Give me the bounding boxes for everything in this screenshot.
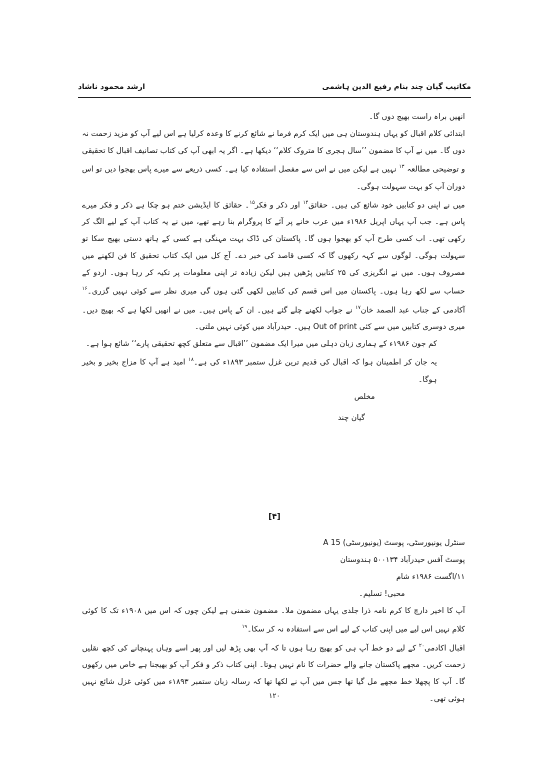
- footnote-marker: ۱۶: [82, 286, 88, 293]
- paragraph-3-text-b: اور ذکر و فکر: [254, 200, 301, 210]
- paragraph-2-text-b: نہیں ہے لیکن میں نے اس سے مفصل استفادہ کیا ہے۔ کسی ذریعے سے میرے پاس بھجوا دیں تو اس دوران آپ کو بہت سہولت ہوگی۔: [82, 164, 465, 191]
- paragraph-5-text: یہ جان کر اطمینان ہوا کہ اقبال کی قدیم ترین غزل ستمبر ۱۸۹۳ء کی ہے۔: [193, 357, 437, 367]
- paragraph-3-text: میں نے اپنی دو کتابیں خود شائع کی ہیں۔ حقائق: [308, 200, 466, 210]
- out-of-print-text: Out of print: [313, 322, 357, 332]
- footnote-marker: ۱۵: [249, 199, 255, 206]
- paragraph-3-text-d: آکادمی کے جناب عبد الصمد خان: [360, 305, 465, 315]
- header-title: مکاتیب گیان چند بنام رفیع الدین ہاشمی: [322, 82, 471, 91]
- footnote-marker: ۱۳: [399, 164, 405, 170]
- paragraph-3-text-c: ۔ حقائق کا ایڈیشن ختم ہو چکا ہے ذکر و فکر میرے پاس ہے۔ جب آپ یہاں اپریل ۱۹۸۶ء میں عرب خانے پر آئے کا پروگرام بنا رہے تھے، میں نے یہ کتاب آپ کے لیے الگ کر رکھی تھی۔ اب کسی طرح آپ کو بھجوا ہوں گا۔ پاکستان کی ڈاک بہت مہنگی ہے کسی کے ہاتھ دستی بھیج سکا تو سہولت ہوگی۔ لوگوں سے کہہ رکھوں گا کہ کسی قاصد کی خبر دے۔ آج کل میں ایک کتاب تحقیق کا فن لکھنے میں مصروف ہوں۔ میں نے انگریزی کی ۲۵ کتابیں پڑھیں ہیں لیکن زیادہ تر اپنی معلومات پر تکیہ کر رہا ہوں۔ اردو کے حساب سے لکھ رہا ہوں۔ پاکستان میں اس قسم کی کتابیں لکھی گئی ہوں گی میری نظر سے کوئی نہیں گزری۔: [82, 200, 466, 296]
- letter-2-paragraph-1-text: آپ کا اخیر دارچ کا کرم نامہ ذرا جلدی یہاں مضمون ملا۔ مضمون ضمنی ہے لیکن چوں کہ اس میں ۱۹۰۸ء تک کا کوئی کلام نہیں اس لیے میں اپنی کتاب کے لیے اس سے استفادہ نہ کر سکا۔: [82, 606, 465, 634]
- letter-number: [۴]: [268, 512, 281, 521]
- letter-2-paragraph-2-text: اقبال اکادمی: [424, 643, 465, 653]
- page-number: ۱۲۰: [268, 692, 281, 700]
- paragraph-2: [82, 125, 465, 195]
- letter-2-paragraph-1: [82, 602, 465, 638]
- paragraph-3: [82, 195, 465, 336]
- paragraph-1: انھیں براہ راست بھیج دوں گا۔: [368, 112, 465, 121]
- address-line-1: [82, 534, 465, 551]
- address-line-2: پوسٹ آفس حیدرآباد ۵۰۰۱۳۴ ہندوستان: [340, 555, 465, 564]
- paragraph-3-text-f: ہیں۔ حیدرآباد میں کوئی نہیں ملتی۔: [194, 322, 311, 332]
- salutation: محبی! تسلیم۔: [358, 589, 405, 598]
- header-rule: [78, 97, 471, 98]
- footnote-marker: ۱۹: [241, 624, 248, 630]
- footnote-marker: ۱۸: [188, 357, 194, 364]
- paragraph-3-text-e: نے جواب لکھنے چلے گئے ہیں۔ ان کے پاس ہیں۔ میں نے انھیں لکھا ہے کہ بھیج دیں۔ میری دوسری کتابیں میں سے کئی: [82, 305, 465, 332]
- paragraph-5: [82, 352, 465, 388]
- letter-2-body: [82, 534, 465, 707]
- paragraph-4: کم جون ۱۹۸۶ء کے ہماری زبان دہلی میں میرا ایک مضمون ’’اقبال سے متعلق کچھ تحقیقی پارے‘‘ شائع ہوا ہے۔: [85, 339, 437, 349]
- letter-2-paragraph-2-text-b: کے لیے دو خط آپ ہی کو بھیج رہا ہوں تا کہ آپ بھی پڑھ لیں اور پھر اسے وہاں پہنچانے کی کچھ نقلیں زحمت کریں۔ مجھے پاکستان جانے والے حضرات کا نام نہیں ہوتا۔ اپنی کتاب ذکر و فکر آپ کو بھیجنا ہے خاص میں رکھوں گا۔ آپ کا پچھلا خط مجھے مل گیا تھا جس میں آپ نے لکھا تھا کہ رسالہ زبان ستمبر ۱۸۹۳ء میں کوئی غزل شائع نہیں ہوئی تھی۔: [82, 643, 466, 704]
- letter-body: [82, 108, 465, 426]
- address-text: سنٹرل یونیورسٹی، پوسٹ (یونیورسٹی): [342, 538, 465, 547]
- footnote-marker: ۱۷: [355, 304, 361, 311]
- footnote-marker: ۱۴: [302, 199, 309, 206]
- signature: گیان چند: [337, 412, 365, 422]
- paragraph-5-text-b: امید ہے آپ کا مزاج بخیر و بخیر ہوگا۔: [82, 357, 437, 384]
- closing: مخلص: [354, 391, 375, 401]
- paragraph-2-text: ابتدائی کلام اقبال کو یہاں ہندوستان ہی میں ایک کرم فرما نے شائع کرنے کا وعدہ کرلیا ہے اس لیے آپ کو مزید زحمت نہ دوں گا۔ میں نے آپ کا مضمون ’’سال ہجری کا متروک کلام‘‘ دیکھا ہے۔ اگر یہ ابھی آپ کی کتاب تصانیف اقبال کا تحقیقی و توضیحی مطالعہ: [82, 129, 465, 174]
- letter-date: ۱۱/اگست ۱۹۸۶ء شام: [396, 572, 465, 581]
- running-header: [78, 82, 471, 91]
- footnote-marker: ۲۰: [419, 642, 425, 649]
- address-number: A 15: [323, 538, 341, 547]
- header-author: ارشد محمود ناشاد: [78, 82, 146, 91]
